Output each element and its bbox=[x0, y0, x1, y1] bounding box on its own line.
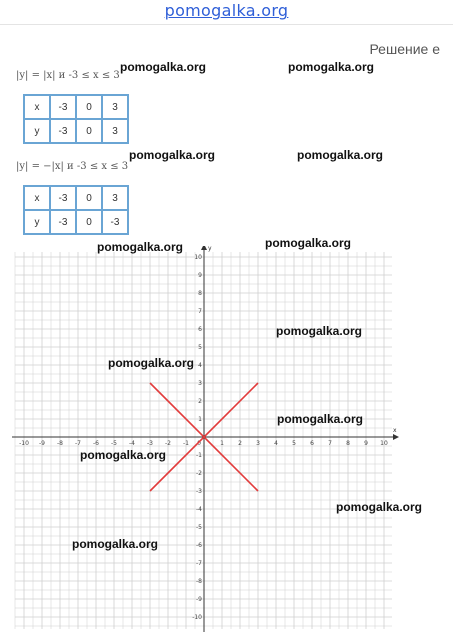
row-label: x bbox=[24, 186, 50, 210]
y-tick-label: 6 bbox=[198, 326, 202, 333]
table-cell: 0 bbox=[76, 210, 102, 234]
y-axis-label: y bbox=[208, 246, 212, 252]
x-tick-label: -2 bbox=[165, 440, 171, 447]
watermark: pomogalka.org bbox=[297, 148, 384, 162]
table-cell: 3 bbox=[102, 119, 128, 143]
value-table-1 bbox=[23, 94, 129, 144]
y-tick-label: -8 bbox=[196, 578, 202, 585]
y-tick-label: 3 bbox=[198, 380, 202, 387]
table-cell: -3 bbox=[50, 210, 76, 234]
x-tick-label: -7 bbox=[75, 440, 81, 447]
table-cell: -3 bbox=[50, 95, 76, 119]
x-tick-label: -1 bbox=[183, 440, 189, 447]
x-tick-label: -4 bbox=[129, 440, 135, 447]
x-tick-label: -9 bbox=[39, 440, 45, 447]
y-tick-label: 2 bbox=[198, 398, 202, 405]
y-tick-label: 9 bbox=[198, 272, 202, 279]
x-tick-label: 7 bbox=[328, 440, 332, 447]
x-tick-label: 9 bbox=[364, 440, 368, 447]
x-tick-label: -10 bbox=[19, 440, 29, 447]
table-cell: -3 bbox=[50, 186, 76, 210]
watermark: pomogalka.org bbox=[108, 356, 195, 370]
y-tick-label: 7 bbox=[198, 308, 202, 315]
table-row bbox=[24, 186, 128, 210]
watermark: pomogalka.org bbox=[277, 412, 364, 426]
y-tick-label: -5 bbox=[196, 524, 202, 531]
watermark: pomogalka.org bbox=[97, 240, 184, 254]
watermark: pomogalka.org bbox=[265, 236, 352, 250]
row-label: x bbox=[24, 95, 50, 119]
origin-label: 0 bbox=[197, 440, 201, 447]
x-tick-label: 10 bbox=[380, 440, 388, 447]
row-label: y bbox=[24, 119, 50, 143]
y-tick-label: 1 bbox=[198, 416, 202, 423]
table-cell: 0 bbox=[76, 119, 102, 143]
y-tick-label: -3 bbox=[196, 488, 202, 495]
y-axis-arrow-icon bbox=[201, 246, 207, 250]
table-row bbox=[24, 95, 128, 119]
row-label: y bbox=[24, 210, 50, 234]
header-divider bbox=[0, 24, 453, 25]
y-tick-label: 5 bbox=[198, 344, 202, 351]
y-tick-label: -10 bbox=[192, 614, 202, 621]
x-tick-label: -8 bbox=[57, 440, 63, 447]
solution-title: Решение е bbox=[369, 41, 440, 57]
x-axis-arrow-icon bbox=[393, 434, 399, 440]
x-tick-label: 4 bbox=[274, 440, 278, 447]
table-row bbox=[24, 119, 128, 143]
y-tick-label: 10 bbox=[194, 254, 202, 261]
table-cell: 3 bbox=[102, 186, 128, 210]
y-tick-label: -6 bbox=[196, 542, 202, 549]
x-tick-label: 8 bbox=[346, 440, 350, 447]
value-table-2 bbox=[23, 185, 129, 235]
watermark: pomogalka.org bbox=[120, 60, 207, 74]
y-tick-label: -4 bbox=[196, 506, 202, 513]
y-tick-label: -1 bbox=[196, 452, 202, 459]
formula-abs-y-equals-abs-x: |y| = |x| и -3 ≤ x ≤ 3 bbox=[16, 70, 120, 81]
y-tick-label: -9 bbox=[196, 596, 202, 603]
table-cell: 0 bbox=[76, 186, 102, 210]
table-cell: -3 bbox=[50, 119, 76, 143]
x-tick-label: -5 bbox=[111, 440, 117, 447]
y-tick-label: -2 bbox=[196, 470, 202, 477]
watermark: pomogalka.org bbox=[336, 500, 423, 514]
watermark: pomogalka.org bbox=[72, 537, 159, 551]
table-row bbox=[24, 210, 128, 234]
table-cell: 3 bbox=[102, 95, 128, 119]
site-logo[interactable]: pomogalka.org bbox=[164, 1, 289, 20]
table-cell: -3 bbox=[102, 210, 128, 234]
x-tick-label: 3 bbox=[256, 440, 260, 447]
x-axis-label: x bbox=[393, 427, 397, 434]
y-tick-label: 8 bbox=[198, 290, 202, 297]
watermark: pomogalka.org bbox=[80, 448, 167, 462]
watermark: pomogalka.org bbox=[276, 324, 363, 338]
y-tick-label: 4 bbox=[198, 362, 202, 369]
x-tick-label: 1 bbox=[220, 440, 224, 447]
watermark: pomogalka.org bbox=[288, 60, 375, 74]
formula-abs-y-equals-minus-abs-x: |y| = −|x| и -3 ≤ x ≤ 3 bbox=[16, 161, 129, 172]
table-cell: 0 bbox=[76, 95, 102, 119]
x-tick-label: 5 bbox=[292, 440, 296, 447]
x-tick-label: 6 bbox=[310, 440, 314, 447]
x-tick-label: -6 bbox=[93, 440, 99, 447]
y-tick-label: -7 bbox=[196, 560, 202, 567]
x-tick-label: -3 bbox=[147, 440, 153, 447]
coordinate-graph bbox=[0, 246, 453, 642]
watermark: pomogalka.org bbox=[129, 148, 216, 162]
x-tick-label: 2 bbox=[238, 440, 242, 447]
